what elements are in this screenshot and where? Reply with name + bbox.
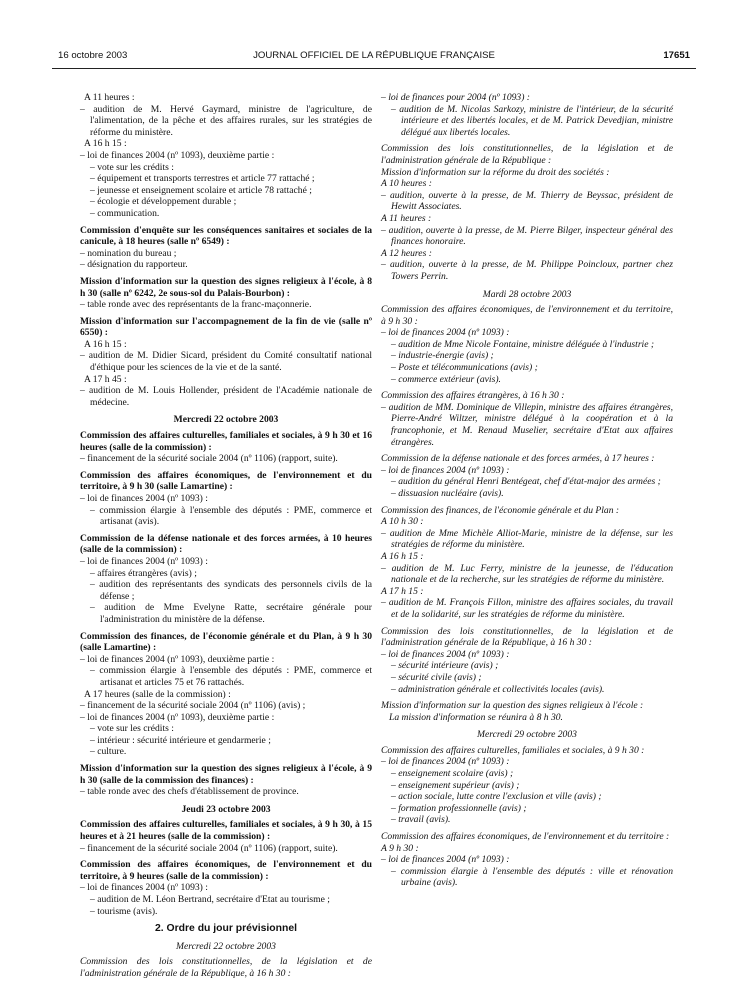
left-paragraph: Mercredi 22 octobre 2003 (173, 414, 279, 426)
left-paragraph: 2. Ordre du jour prévisionnel (154, 923, 298, 935)
right-paragraph: – loi de finances 2004 (nº 1093) : (381, 756, 510, 768)
right-paragraph: Commission des affaires économiques, de l'environnement et du territoire : (381, 831, 670, 843)
left-paragraph: – financement de la sécurité sociale 2004 (nº 1106) (rapport, suite). (80, 842, 338, 854)
right-paragraph: – industrie-énergie (avis) ; (391, 350, 494, 362)
left-paragraph: – audition de M. Léon Bertrand, secrétaire d'Etat au tourisme ; (90, 894, 330, 905)
right-paragraph: – enseignement scolaire (avis) ; (391, 768, 514, 780)
right-paragraph: Commission des affaires culturelles, familiales et sociales, à 9 h 30 : (381, 744, 645, 756)
right-paragraph: Mardi 28 octobre 2003 (482, 288, 572, 300)
left-paragraph: – communication. (90, 207, 160, 219)
right-column (381, 92, 673, 889)
left-paragraph: Commission des affaires économiques, de l'environnement et du territoire, à 9 heures (salle de la commission) : (80, 859, 372, 882)
left-paragraph: Jeudi 23 octobre 2003 (181, 803, 271, 815)
left-paragraph: – commission élargie à l'ensemble des députés : PME, commerce et artisanat et articles 75 et 76 rattachés. (90, 665, 372, 688)
right-paragraph: – audition de Mme Nicole Fontaine, ministre déléguée à l'industrie ; (391, 338, 655, 350)
right-paragraph: – action sociale, lutte contre l'exclusion et ville (avis) ; (391, 791, 602, 803)
left-paragraph: Commission des lois constitutionnelles, de la législation et de l'administration générale de la République, à 16 h 30 : (80, 956, 372, 979)
left-column (80, 92, 372, 980)
right-paragraph: – commission élargie à l'ensemble des députés : ville et rénovation urbaine (avis). (391, 865, 673, 889)
right-paragraph: La mission d'information se réunira à 8 h 30. (389, 711, 563, 723)
header-title: JOURNAL OFFICIEL DE LA RÉPUBLIQUE FRANÇAISE (253, 50, 495, 61)
left-paragraph: – affaires étrangères (avis) ; (90, 567, 197, 579)
left-paragraph: Mercredi 22 octobre 2003 (176, 940, 276, 952)
right-paragraph: – administration générale et collectivités locales (avis). (391, 683, 605, 695)
right-paragraph: A 11 heures : (381, 212, 432, 224)
right-paragraph: Commission de la défense nationale et des forces armées, à 17 heures : (381, 453, 655, 465)
right-paragraph: A 9 h 30 : (381, 842, 419, 854)
left-paragraph: – financement de la sécurité sociale 2004 (nº 1106) (rapport, suite). (80, 453, 338, 465)
left-paragraph: – vote sur les crédits : (90, 723, 174, 735)
right-paragraph: A 16 h 15 : (381, 550, 424, 562)
right-paragraph: – audition de M. François Fillon, ministre des affaires sociales, du travail et de la solidarité, sur les stratégies de réforme du ministère. (381, 597, 673, 620)
right-paragraph: – audition, ouverte à la presse, de M. Philippe Poincloux, partner chez Towers Perrin. (381, 259, 673, 282)
right-paragraph: – commerce extérieur (avis). (391, 373, 501, 385)
left-paragraph: A 16 h 15 : (84, 138, 127, 150)
left-paragraph: Mission d'information sur la question des signes religieux à l'école, à 8 h 30 (salle nº 6242, 2e sous-sol du Palais-Bourbon) : (80, 275, 372, 299)
right-paragraph: – enseignement supérieur (avis) ; (391, 779, 520, 791)
right-paragraph: A 17 h 15 : (381, 585, 424, 597)
header-page-number: 17651 (663, 50, 690, 61)
right-paragraph: – loi de finances pour 2004 (nº 1093) : (381, 92, 530, 103)
left-paragraph: – financement de la sécurité sociale 2004 (nº 1106) (avis) ; (80, 700, 306, 712)
left-paragraph: A 17 h 45 : (84, 373, 127, 385)
left-paragraph: – audition de M. Louis Hollender, président de l'Académie nationale de médecine. (80, 385, 372, 408)
left-paragraph: – loi de finances 2004 (nº 1093) : (80, 555, 208, 567)
left-paragraph: – loi de finances 2004 (nº 1093), deuxième partie : (80, 149, 275, 161)
left-paragraph: – loi de finances 2004 (nº 1093) : (80, 493, 208, 504)
left-paragraph: Commission des affaires culturelles, familiales et sociales, à 9 h 30 et 16 heures (salle de la commission) : (80, 430, 372, 453)
right-paragraph: Commission des finances, de l'économie générale et du Plan : (381, 504, 620, 516)
right-paragraph: – audition, ouverte à la presse, de M. Thierry de Beyssac, président de Hewitt Associates. (381, 189, 673, 213)
left-paragraph: Mission d'information sur l'accompagnement de la fin de vie (salle nº 6550) : (80, 315, 372, 339)
left-paragraph: – commission élargie à l'ensemble des députés : PME, commerce et artisanat (avis). (90, 504, 372, 528)
left-paragraph: – vote sur les crédits : (90, 161, 174, 173)
left-paragraph: Commission d'enquête sur les conséquences sanitaires et sociales de la canicule, à 18 heures (salle nº 6549) : (80, 224, 372, 248)
right-paragraph: Commission des lois constitutionnelles, de la législation et de l'administration générale de la République : (381, 143, 673, 166)
left-paragraph: – intérieur : sécurité intérieure et gendarmerie ; (90, 734, 271, 746)
left-paragraph: – équipement et transports terrestres et article 77 rattaché ; (90, 173, 315, 185)
right-paragraph: Mercredi 29 octobre 2003 (477, 729, 577, 741)
left-paragraph: – jeunesse et enseignement scolaire et article 78 rattaché ; (90, 184, 312, 196)
left-paragraph: – écologie et développement durable ; (90, 196, 237, 208)
right-paragraph: Commission des affaires étrangères, à 16 h 30 : (381, 390, 565, 402)
left-paragraph: A 11 heures : (84, 92, 135, 103)
right-paragraph: – audition de M. Luc Ferry, ministre de la jeunesse, de l'éducation nationale et de la recherche, sur les stratégies de réforme du ministère. (381, 562, 673, 586)
left-paragraph: – loi de finances 2004 (nº 1093), deuxième partie : (80, 653, 275, 665)
right-paragraph: – audition, ouverte à la presse, de M. Pierre Bilger, inspecteur général des finances honoraire. (381, 224, 673, 248)
left-paragraph: – table ronde avec des représentants de la franc-maçonnerie. (80, 299, 312, 311)
right-paragraph: – audition de M. Nicolas Sarkozy, ministre de l'intérieur, de la sécurité intérieure et des libertés locales, et de M. Patrick Devedjian, ministre délégué aux libertés locales. (391, 103, 673, 138)
right-paragraph: – sécurité intérieure (avis) ; (391, 660, 499, 672)
left-paragraph: – tourisme (avis). (90, 905, 158, 917)
left-paragraph: – audition de M. Hervé Gaymard, ministre de l'agriculture, de l'alimentation, de la pêche et des affaires rurales, sur les stratégies de réforme du ministère. (80, 103, 372, 138)
left-paragraph: Commission des affaires culturelles, familiales et sociales, à 9 h 30, à 15 heures et à 21 heures (salle de la commission) : (80, 819, 372, 843)
left-paragraph: – audition de M. Didier Sicard, président du Comité consultatif national d'éthique pour les sciences de la vie et de la santé. (80, 350, 372, 374)
left-paragraph: – désignation du rapporteur. (80, 259, 188, 271)
right-paragraph: A 12 heures : (381, 247, 432, 259)
left-paragraph: – table ronde avec des chefs d'établissement de province. (80, 786, 299, 798)
right-paragraph: – loi de finances 2004 (nº 1093) : (381, 648, 510, 660)
left-paragraph: – loi de finances 2004 (nº 1093), deuxième partie : (80, 711, 275, 723)
right-paragraph: – audition de Mme Michèle Alliot-Marie, ministre de la défense, sur les stratégies de réforme du ministère. (381, 527, 673, 551)
right-paragraph: Commission des affaires économiques, de l'environnement et du territoire, à 9 h 30 : (381, 304, 673, 327)
left-paragraph: – culture. (90, 746, 127, 758)
right-paragraph: – Poste et télécommunications (avis) ; (391, 362, 538, 374)
right-paragraph: A 10 heures : (381, 178, 432, 190)
right-paragraph: Mission d'information sur la réforme du droit des sociétés : (381, 166, 610, 178)
left-paragraph: – audition des représentants des syndicats des personnels civils de la défense ; (90, 579, 372, 602)
left-paragraph: A 17 heures (salle de la commission) : (84, 688, 231, 700)
page-header (52, 46, 696, 69)
left-paragraph: – audition de Mme Evelyne Ratte, secrétaire générale pour l'administration du ministère de la défense. (90, 602, 372, 625)
left-paragraph: – loi de finances 2004 (nº 1093) : (80, 882, 208, 894)
left-paragraph: A 16 h 15 : (84, 338, 127, 350)
left-paragraph: Commission de la défense nationale et des forces armées, à 10 heures (salle de la commission) : (80, 532, 372, 556)
left-paragraph: Commission des finances, de l'économie générale et du Plan, à 9 h 30 (salle Lamartine) : (80, 630, 372, 654)
left-paragraph: Mission d'information sur la question des signes religieux à l'école, à 9 h 30 (salle de la commission des finances) : (80, 763, 372, 786)
left-paragraph: Commission des affaires économiques, de l'environnement et du territoire, à 9 h 30 (salle Lamartine) : (80, 469, 372, 493)
right-paragraph: – audition de MM. Dominique de Villepin, ministre des affaires étrangères, Pierre-André Wiltzer, ministre délégué à la coopération et à la francophonie, et M. Renaud Muselier, secrétaire d'Etat aux affaires étrangères. (381, 401, 673, 448)
right-paragraph: – loi de finances 2004 (nº 1093) : (381, 854, 510, 866)
right-paragraph: Mission d'information sur la question des signes religieux à l'école : (381, 700, 644, 712)
right-paragraph: A 10 h 30 : (381, 516, 424, 528)
header-date: 16 octobre 2003 (58, 50, 128, 61)
left-paragraph: – nomination du bureau ; (80, 247, 177, 259)
right-paragraph: – formation professionnelle (avis) ; (391, 802, 527, 814)
right-paragraph: Commission des lois constitutionnelles, de la législation et de l'administration générale de la République, à 16 h 30 : (381, 625, 673, 649)
right-paragraph: – dissuasion nucléaire (avis). (391, 488, 504, 499)
right-paragraph: – audition du général Henri Bentégeat, chef d'état-major des armées ; (391, 476, 661, 488)
right-paragraph: – travail (avis). (391, 814, 451, 826)
right-paragraph: – loi de finances 2004 (nº 1093) : (381, 464, 510, 476)
right-paragraph: – sécurité civile (avis) ; (391, 671, 482, 683)
right-paragraph: – loi de finances 2004 (nº 1093) : (381, 327, 510, 339)
